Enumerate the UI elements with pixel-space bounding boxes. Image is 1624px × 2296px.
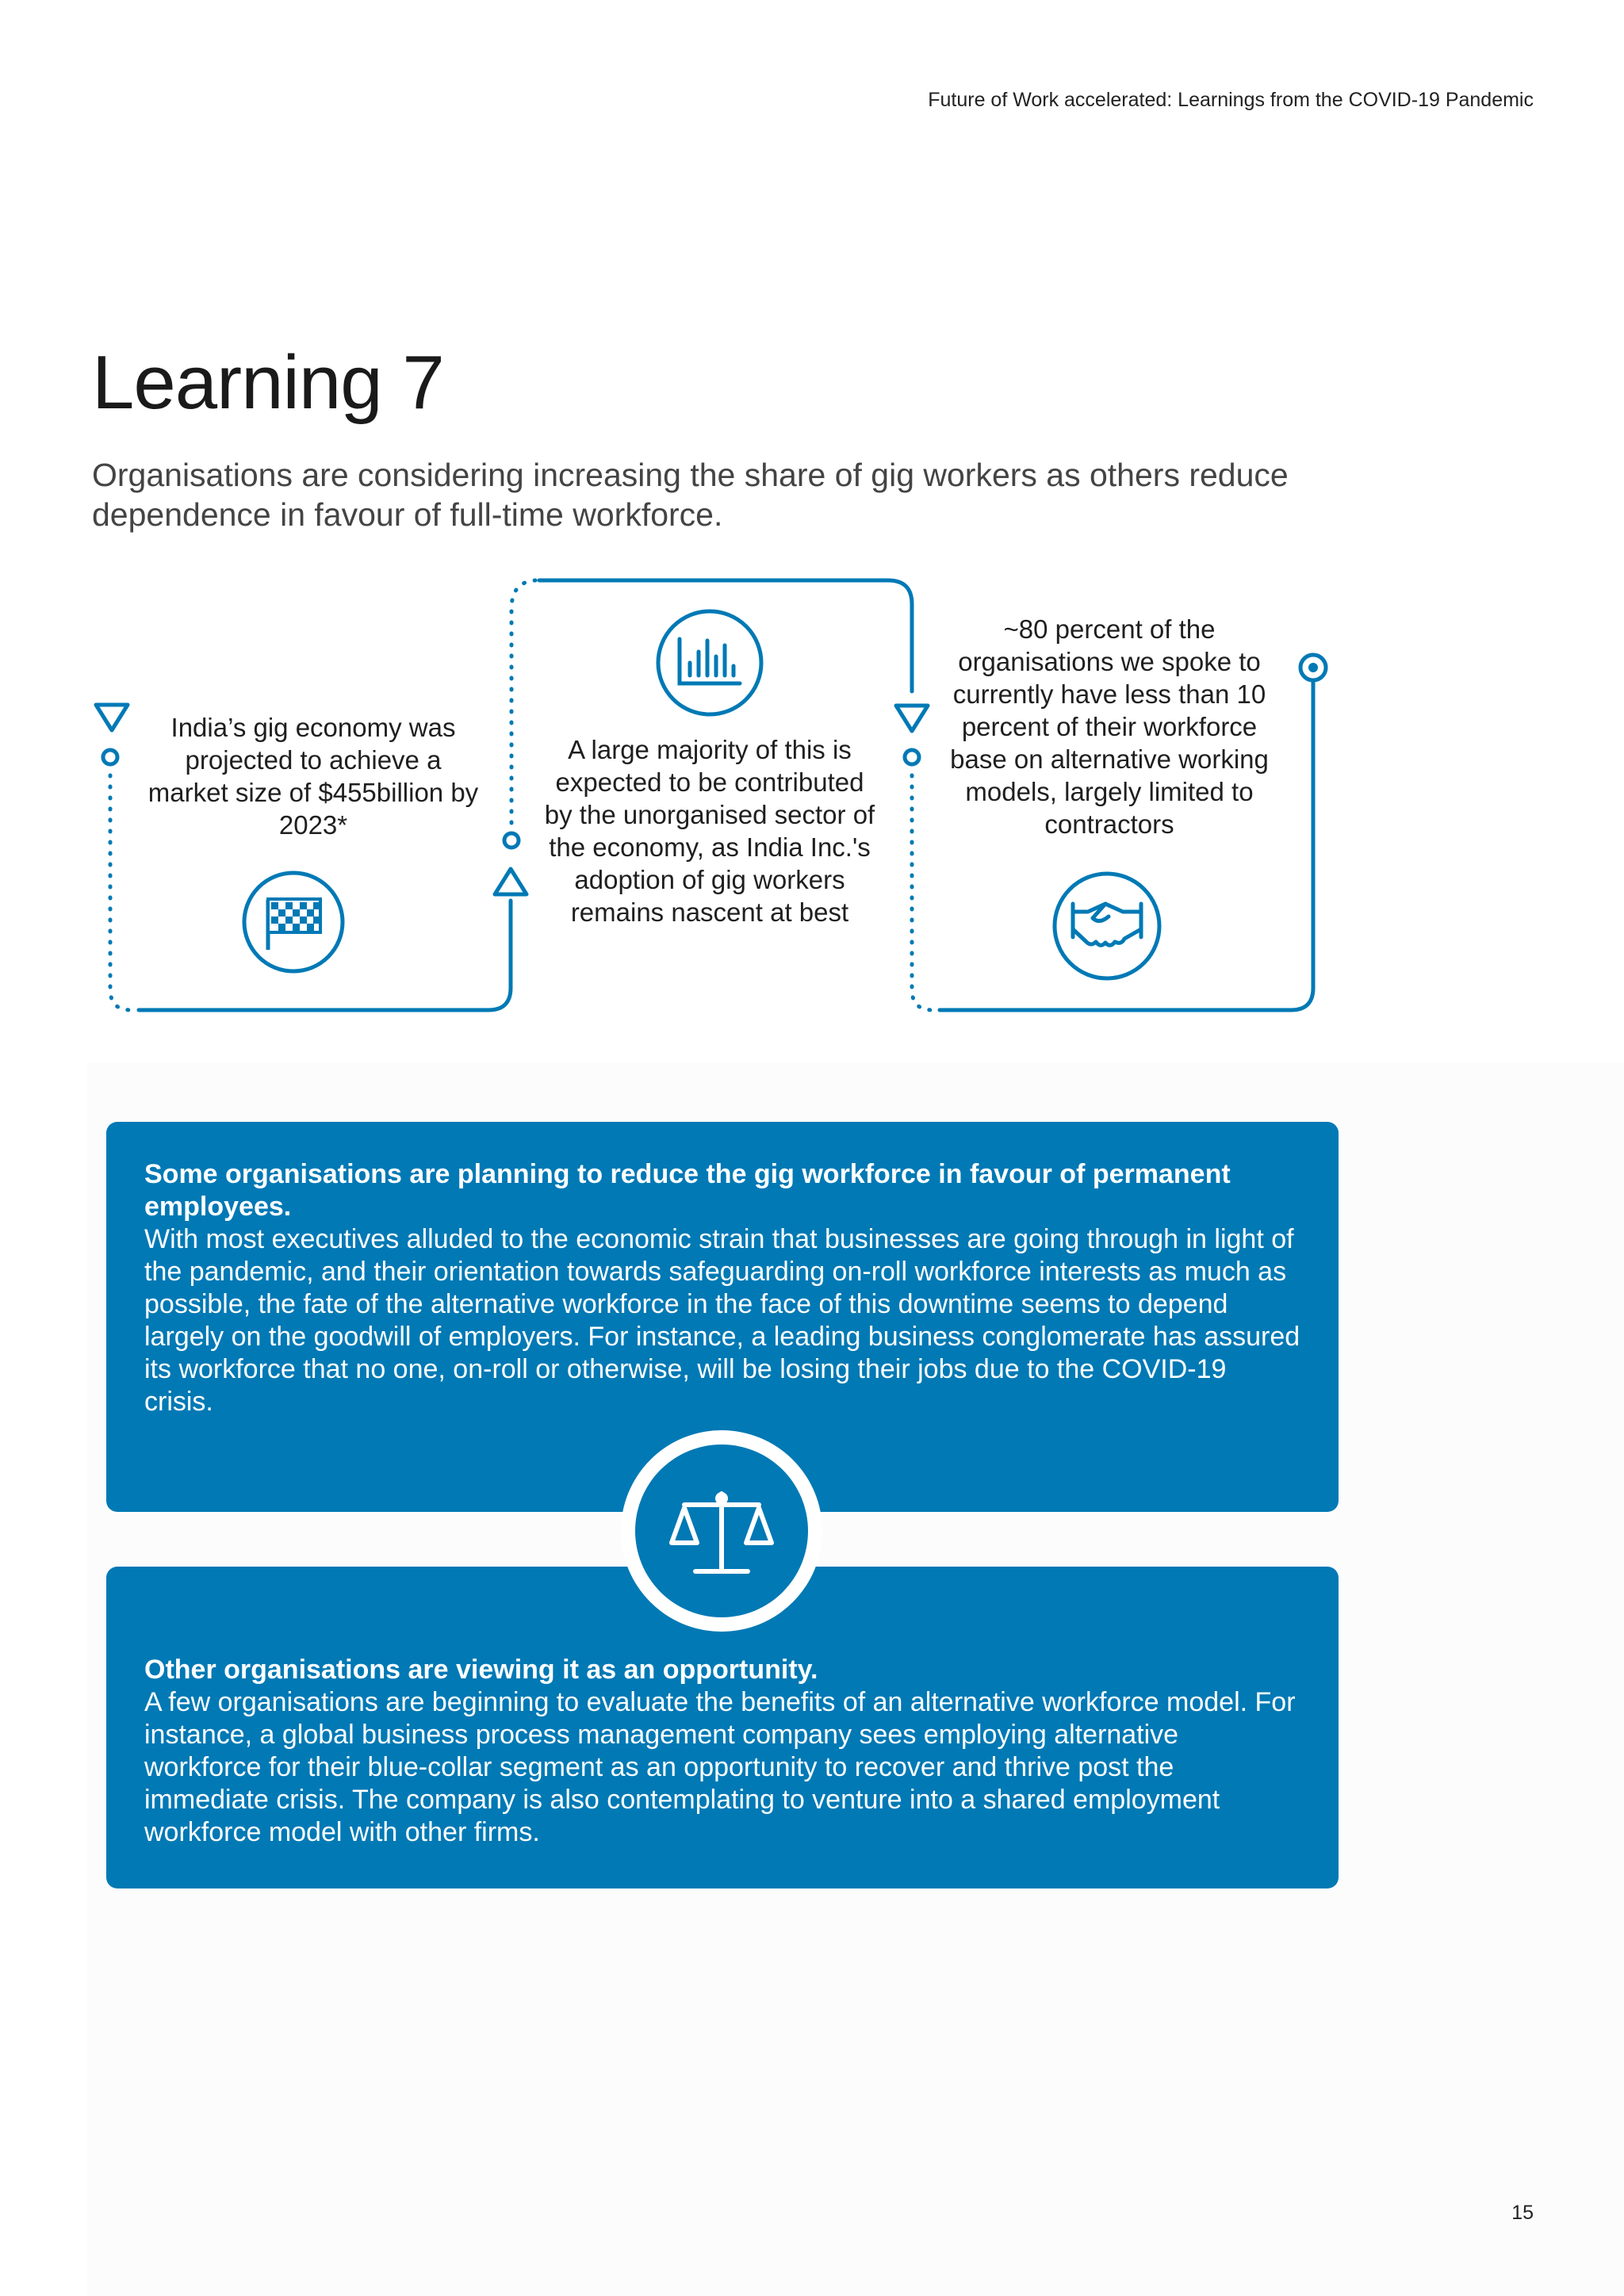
step2-up-triangle [495,869,527,894]
opportunity-box-body: A few organisations are beginning to evaluate the benefits of an alternative workforce model. For instance, a global business process management company sees employing alternative workforce for their blue-collar segment as an opportunity to recover and thrive post the immediate crisis. The company is also contemplating to venture into a shared employment workforce model with other firms. [144,1687,1296,1847]
step2-dotted-line [511,580,535,823]
step1-start-triangle [96,705,128,730]
step1-dotted-line [110,775,131,1010]
running-header: Future of Work accelerated: Learnings from the COVID-19 Pandemic [928,89,1534,111]
step3-node [905,750,919,764]
step1-node [103,750,117,764]
page-number: 15 [1511,2202,1534,2224]
balance-scale-badge [621,1430,822,1632]
step1-text: India’s gig economy was projected to achieve a market size of $455billion by 2023* [147,713,479,840]
bar-chart-icon [658,611,761,714]
page-subtitle: Organisations are considering increasing the share of gig workers as others reduce dependence in favour of full-time workforce. [92,457,1289,533]
reduce-box-body: With most executives alluded to the economic strain that businesses are going through in light of the pandemic, and their orientation towards safeguarding on-roll workforce interests as much as possible, the fate of the alternative workforce in the face of this downtime seems to depend largely on the goodwill of employers. For instance, a leading business conglomerate has assured its workforce that no one, on-roll or otherwise, will be losing their jobs due to the COVID-19 crisis. [144,1224,1300,1417]
end-node-dot [1308,663,1318,672]
checkered-flag-icon [244,873,343,971]
step3-dotted-line [912,775,933,1010]
step2-node [504,833,519,848]
page-title: Learning 7 [92,340,444,425]
step3-down-triangle [896,706,928,731]
reduce-box-heading: Some organisations are planning to reduce the gig workforce in favour of permanent employees. [144,1159,1231,1222]
step2-text: A large majority of this is expected to be contributed by the unorganised sector of the economy, as India Inc.'s adoption of gig workers remains nascent at best [544,735,875,927]
balance-scale-icon [635,1445,808,1617]
step3-text: ~80 percent of the organisations we spoke to currently have less than 10 percent of their workforce base on alternative working models, largely limited to contractors [950,614,1269,839]
handshake-icon [1055,874,1159,978]
opportunity-box-heading: Other organisations are viewing it as an opportunity. [144,1655,818,1685]
